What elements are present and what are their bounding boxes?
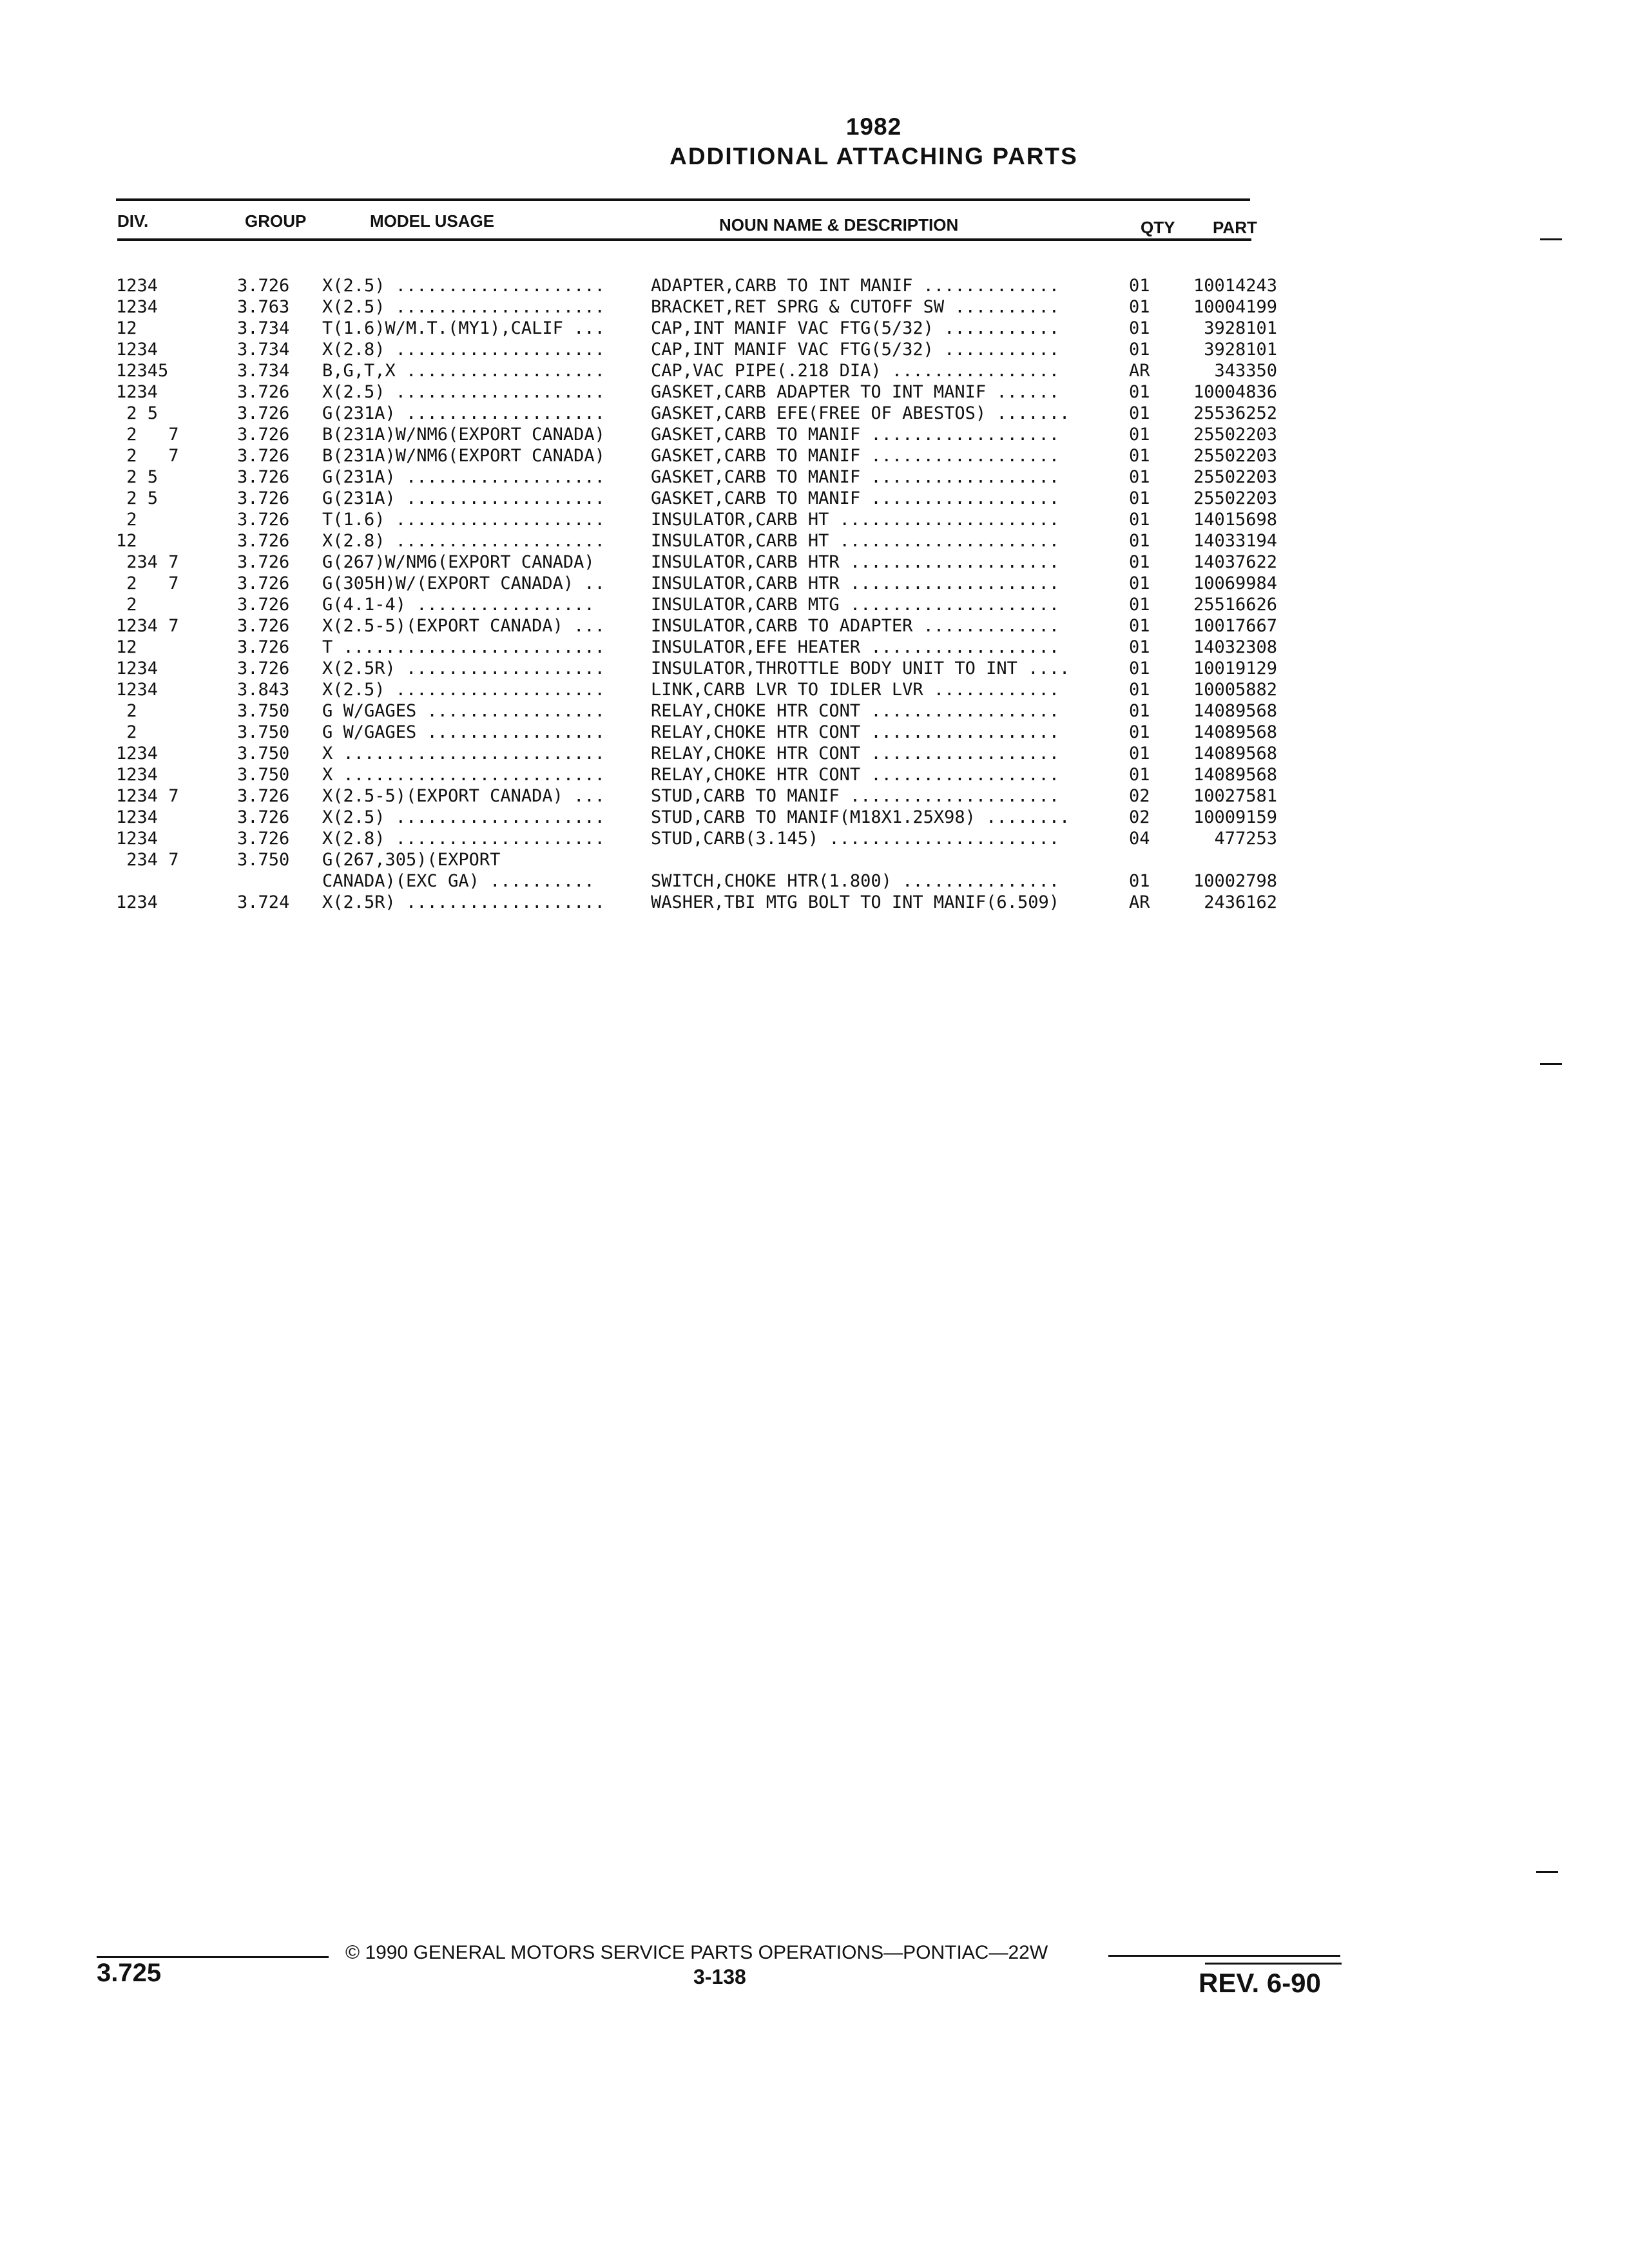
cell-group: 3.726: [237, 786, 290, 806]
table-row: [0, 786, 1629, 807]
cell-qty: 04: [1129, 829, 1150, 849]
cell-group: 3.750: [237, 765, 290, 785]
cell-part-number: 2436162: [1204, 892, 1277, 912]
margin-mark: [1540, 1063, 1562, 1065]
cell-model-usage: G W/GAGES .................: [322, 701, 605, 721]
cell-div: 1234: [116, 658, 159, 678]
cell-noun-name: RELAY,CHOKE HTR CONT ..................: [651, 701, 1059, 721]
cell-part-number: 10017667: [1193, 616, 1277, 636]
cell-div: 2 5: [116, 488, 159, 508]
col-header-model-usage: MODEL USAGE: [370, 211, 495, 231]
cell-part-number: 10004199: [1193, 297, 1277, 317]
cell-group: 3.726: [237, 467, 290, 487]
table-row: [0, 467, 1629, 488]
cell-part-number: 3928101: [1204, 318, 1277, 338]
cell-div: 1234: [116, 744, 159, 764]
cell-part-number: 14037622: [1193, 552, 1277, 572]
cell-qty: 01: [1129, 403, 1150, 423]
table-row: [0, 340, 1629, 361]
cell-part-number: 10009159: [1193, 807, 1277, 827]
table-row: [0, 297, 1629, 318]
cell-group: 3.763: [237, 297, 290, 317]
cell-part-number: 25516626: [1193, 595, 1277, 615]
margin-mark: [1540, 238, 1562, 240]
cell-qty: 01: [1129, 425, 1150, 445]
cell-qty: 01: [1129, 722, 1150, 742]
col-header-noun-name: NOUN NAME & DESCRIPTION: [719, 215, 959, 235]
table-row: [0, 595, 1629, 616]
cell-noun-name: LINK,CARB LVR TO IDLER LVR ............: [651, 680, 1059, 700]
cell-group: 3.726: [237, 658, 290, 678]
cell-qty: 02: [1129, 786, 1150, 806]
cell-qty: 01: [1129, 382, 1150, 402]
cell-noun-name: INSULATOR,CARB TO ADAPTER .............: [651, 616, 1059, 636]
cell-part-number: 25502203: [1193, 467, 1277, 487]
cell-group: 3.726: [237, 552, 290, 572]
table-row: [0, 552, 1629, 573]
cell-model-usage: G(267,305)(EXPORT: [322, 850, 501, 870]
cell-noun-name: GASKET,CARB TO MANIF ..................: [651, 446, 1059, 466]
table-row: [0, 871, 1629, 892]
cell-qty: 01: [1129, 744, 1150, 764]
cell-noun-name: GASKET,CARB EFE(FREE OF ABESTOS) .......: [651, 403, 1070, 423]
col-header-qty: QTY: [1141, 218, 1175, 237]
cell-qty: 01: [1129, 658, 1150, 678]
cell-model-usage: X(2.5) ....................: [322, 297, 605, 317]
cell-part-number: 14089568: [1193, 722, 1277, 742]
cell-part-number: 343350: [1214, 361, 1277, 381]
table-row: [0, 573, 1629, 595]
section-number: 3.725: [97, 1959, 162, 1987]
table-row: [0, 765, 1629, 786]
cell-part-number: 14033194: [1193, 531, 1277, 551]
cell-model-usage: B(231A)W/NM6(EXPORT CANADA): [322, 425, 605, 445]
cell-part-number: 14032308: [1193, 637, 1277, 657]
cell-group: 3.750: [237, 744, 290, 764]
cell-div: 12345: [116, 361, 169, 381]
cell-qty: 01: [1129, 467, 1150, 487]
cell-div: 2: [116, 701, 137, 721]
cell-part-number: 25502203: [1193, 425, 1277, 445]
cell-part-number: 10005882: [1193, 680, 1277, 700]
cell-noun-name: INSULATOR,CARB HTR ....................: [651, 573, 1059, 593]
cell-part-number: 14089568: [1193, 744, 1277, 764]
cell-noun-name: INSULATOR,EFE HEATER ..................: [651, 637, 1059, 657]
cell-model-usage: X(2.5) ....................: [322, 680, 605, 700]
header-top-rule: [116, 198, 1250, 201]
cell-group: 3.724: [237, 892, 290, 912]
table-row: [0, 403, 1629, 425]
cell-group: 3.726: [237, 488, 290, 508]
cell-noun-name: CAP,INT MANIF VAC FTG(5/32) ...........: [651, 340, 1059, 360]
cell-noun-name: SWITCH,CHOKE HTR(1.800) ...............: [651, 871, 1059, 891]
cell-part-number: 25502203: [1193, 446, 1277, 466]
cell-noun-name: INSULATOR,CARB HT .....................: [651, 531, 1059, 551]
cell-div: 1234: [116, 340, 159, 360]
cell-part-number: 10002798: [1193, 871, 1277, 891]
table-row: [0, 829, 1629, 850]
col-header-part: PART: [1213, 218, 1257, 237]
cell-group: 3.726: [237, 382, 290, 402]
cell-model-usage: G(231A) ...................: [322, 488, 605, 508]
catalog-year: 1982: [845, 113, 902, 140]
cell-qty: 01: [1129, 595, 1150, 615]
cell-div: 2 5: [116, 467, 159, 487]
cell-div: 1234: [116, 297, 159, 317]
cell-model-usage: G(231A) ...................: [322, 403, 605, 423]
cell-div: 1234: [116, 382, 159, 402]
cell-group: 3.734: [237, 361, 290, 381]
cell-noun-name: STUD,CARB TO MANIF(M18X1.25X98) ........: [651, 807, 1070, 827]
footer-rule-right-lower: [1205, 1963, 1342, 1965]
cell-div: 1234: [116, 765, 159, 785]
cell-div: 12: [116, 531, 137, 551]
cell-model-usage: T .........................: [322, 637, 605, 657]
cell-model-usage: CANADA)(EXC GA) ..........: [322, 871, 595, 891]
cell-group: 3.726: [237, 573, 290, 593]
cell-model-usage: X(2.5-5)(EXPORT CANADA) ...: [322, 616, 605, 636]
cell-div: 1234 7: [116, 616, 179, 636]
table-row: [0, 510, 1629, 531]
table-row: [0, 892, 1629, 914]
cell-noun-name: CAP,VAC PIPE(.218 DIA) ................: [651, 361, 1059, 381]
table-row: [0, 616, 1629, 637]
cell-noun-name: BRACKET,RET SPRG & CUTOFF SW ..........: [651, 297, 1059, 317]
table-row: [0, 701, 1629, 722]
cell-model-usage: X(2.5R) ...................: [322, 658, 605, 678]
cell-qty: 01: [1129, 552, 1150, 572]
table-row: [0, 361, 1629, 382]
cell-part-number: 10019129: [1193, 658, 1277, 678]
cell-model-usage: X(2.5R) ...................: [322, 892, 605, 912]
cell-noun-name: GASKET,CARB ADAPTER TO INT MANIF ......: [651, 382, 1059, 402]
cell-part-number: 477253: [1214, 829, 1277, 849]
cell-model-usage: G(4.1-4) .................: [322, 595, 595, 615]
cell-noun-name: RELAY,CHOKE HTR CONT ..................: [651, 765, 1059, 785]
cell-group: 3.726: [237, 510, 290, 530]
cell-group: 3.726: [237, 807, 290, 827]
cell-qty: 01: [1129, 531, 1150, 551]
cell-model-usage: B(231A)W/NM6(EXPORT CANADA): [322, 446, 605, 466]
cell-div: 1234: [116, 680, 159, 700]
cell-qty: AR: [1129, 361, 1150, 381]
table-row: [0, 658, 1629, 680]
cell-model-usage: X(2.8) ....................: [322, 531, 605, 551]
page-number: 3-138: [693, 1965, 746, 1988]
cell-div: 2 7: [116, 446, 179, 466]
cell-noun-name: INSULATOR,CARB MTG ....................: [651, 595, 1059, 615]
cell-qty: 01: [1129, 871, 1150, 891]
margin-mark: [1536, 1871, 1558, 1873]
cell-model-usage: X(2.8) ....................: [322, 829, 605, 849]
cell-noun-name: RELAY,CHOKE HTR CONT ..................: [651, 722, 1059, 742]
cell-part-number: 10014243: [1193, 276, 1277, 296]
copyright-notice: © 1990 GENERAL MOTORS SERVICE PARTS OPERATIONS—PONTIAC—22W: [345, 1942, 1048, 1963]
table-row: [0, 488, 1629, 510]
cell-div: 234 7: [116, 552, 179, 572]
cell-model-usage: T(1.6) ....................: [322, 510, 605, 530]
table-row: [0, 680, 1629, 701]
cell-qty: 01: [1129, 318, 1150, 338]
cell-qty: 01: [1129, 637, 1150, 657]
cell-model-usage: G(267)W/NM6(EXPORT CANADA): [322, 552, 595, 572]
cell-qty: 01: [1129, 276, 1150, 296]
cell-part-number: 10004836: [1193, 382, 1277, 402]
cell-noun-name: GASKET,CARB TO MANIF ..................: [651, 467, 1059, 487]
cell-noun-name: GASKET,CARB TO MANIF ..................: [651, 488, 1059, 508]
cell-group: 3.734: [237, 318, 290, 338]
cell-div: 234 7: [116, 850, 179, 870]
cell-group: 3.750: [237, 701, 290, 721]
cell-part-number: 10027581: [1193, 786, 1277, 806]
table-row: [0, 446, 1629, 467]
cell-div: 12: [116, 318, 137, 338]
cell-noun-name: RELAY,CHOKE HTR CONT ..................: [651, 744, 1059, 764]
col-header-group: GROUP: [245, 211, 307, 231]
cell-model-usage: X .........................: [322, 765, 605, 785]
cell-model-usage: G(231A) ...................: [322, 467, 605, 487]
table-row: [0, 637, 1629, 658]
cell-noun-name: GASKET,CARB TO MANIF ..................: [651, 425, 1059, 445]
cell-model-usage: G W/GAGES .................: [322, 722, 605, 742]
cell-div: 2 7: [116, 573, 179, 593]
cell-model-usage: X(2.5) ....................: [322, 807, 605, 827]
cell-group: 3.726: [237, 446, 290, 466]
cell-model-usage: X(2.8) ....................: [322, 340, 605, 360]
cell-noun-name: INSULATOR,THROTTLE BODY UNIT TO INT ....: [651, 658, 1070, 678]
cell-part-number: 25502203: [1193, 488, 1277, 508]
cell-part-number: 14089568: [1193, 765, 1277, 785]
cell-noun-name: CAP,INT MANIF VAC FTG(5/32) ...........: [651, 318, 1059, 338]
page-title: ADDITIONAL ATTACHING PARTS: [670, 143, 1078, 169]
cell-model-usage: T(1.6)W/M.T.(MY1),CALIF ...: [322, 318, 605, 338]
cell-noun-name: INSULATOR,CARB HTR ....................: [651, 552, 1059, 572]
cell-noun-name: WASHER,TBI MTG BOLT TO INT MANIF(6.509): [651, 892, 1059, 912]
cell-part-number: 14089568: [1193, 701, 1277, 721]
cell-div: 1234 7: [116, 786, 179, 806]
cell-part-number: 14015698: [1193, 510, 1277, 530]
table-row: [0, 382, 1629, 403]
cell-model-usage: X .........................: [322, 744, 605, 764]
table-row: [0, 850, 1629, 871]
cell-qty: 02: [1129, 807, 1150, 827]
cell-model-usage: X(2.5) ....................: [322, 382, 605, 402]
table-row: [0, 531, 1629, 552]
cell-group: 3.726: [237, 425, 290, 445]
cell-model-usage: B,G,T,X ...................: [322, 361, 605, 381]
cell-div: 2: [116, 595, 137, 615]
cell-model-usage: X(2.5) ....................: [322, 276, 605, 296]
col-header-div: DIV.: [117, 211, 149, 231]
cell-noun-name: ADAPTER,CARB TO INT MANIF .............: [651, 276, 1059, 296]
cell-qty: 01: [1129, 765, 1150, 785]
cell-part-number: 3928101: [1204, 340, 1277, 360]
cell-qty: 01: [1129, 488, 1150, 508]
cell-group: 3.750: [237, 850, 290, 870]
cell-qty: 01: [1129, 446, 1150, 466]
cell-group: 3.726: [237, 595, 290, 615]
table-row: [0, 425, 1629, 446]
cell-qty: 01: [1129, 701, 1150, 721]
cell-qty: 01: [1129, 297, 1150, 317]
header-bottom-rule: [117, 238, 1251, 241]
cell-model-usage: G(305H)W/(EXPORT CANADA) ..: [322, 573, 605, 593]
cell-noun-name: INSULATOR,CARB HT .....................: [651, 510, 1059, 530]
cell-part-number: 10069984: [1193, 573, 1277, 593]
table-row: [0, 722, 1629, 744]
cell-div: 12: [116, 637, 137, 657]
cell-qty: 01: [1129, 680, 1150, 700]
cell-group: 3.726: [237, 637, 290, 657]
cell-qty: AR: [1129, 892, 1150, 912]
cell-group: 3.750: [237, 722, 290, 742]
footer-rule-right: [1108, 1955, 1340, 1957]
cell-qty: 01: [1129, 573, 1150, 593]
revision-date: REV. 6-90: [1199, 1968, 1321, 1998]
cell-div: 1234: [116, 276, 159, 296]
cell-noun-name: STUD,CARB(3.145) ......................: [651, 829, 1059, 849]
cell-group: 3.726: [237, 616, 290, 636]
cell-div: 2: [116, 510, 137, 530]
cell-group: 3.726: [237, 276, 290, 296]
cell-group: 3.726: [237, 829, 290, 849]
cell-group: 3.843: [237, 680, 290, 700]
cell-div: 2: [116, 722, 137, 742]
cell-model-usage: X(2.5-5)(EXPORT CANADA) ...: [322, 786, 605, 806]
cell-group: 3.726: [237, 403, 290, 423]
cell-group: 3.734: [237, 340, 290, 360]
table-row: [0, 318, 1629, 340]
cell-qty: 01: [1129, 616, 1150, 636]
cell-div: 1234: [116, 829, 159, 849]
cell-group: 3.726: [237, 531, 290, 551]
cell-div: 1234: [116, 807, 159, 827]
table-row: [0, 744, 1629, 765]
cell-div: 2 5: [116, 403, 159, 423]
cell-div: 1234: [116, 892, 159, 912]
table-row: [0, 807, 1629, 829]
table-row: [0, 276, 1629, 297]
cell-part-number: 25536252: [1193, 403, 1277, 423]
cell-noun-name: STUD,CARB TO MANIF ....................: [651, 786, 1059, 806]
footer-rule-left: [97, 1956, 329, 1958]
cell-qty: 01: [1129, 340, 1150, 360]
cell-div: 2 7: [116, 425, 179, 445]
cell-qty: 01: [1129, 510, 1150, 530]
